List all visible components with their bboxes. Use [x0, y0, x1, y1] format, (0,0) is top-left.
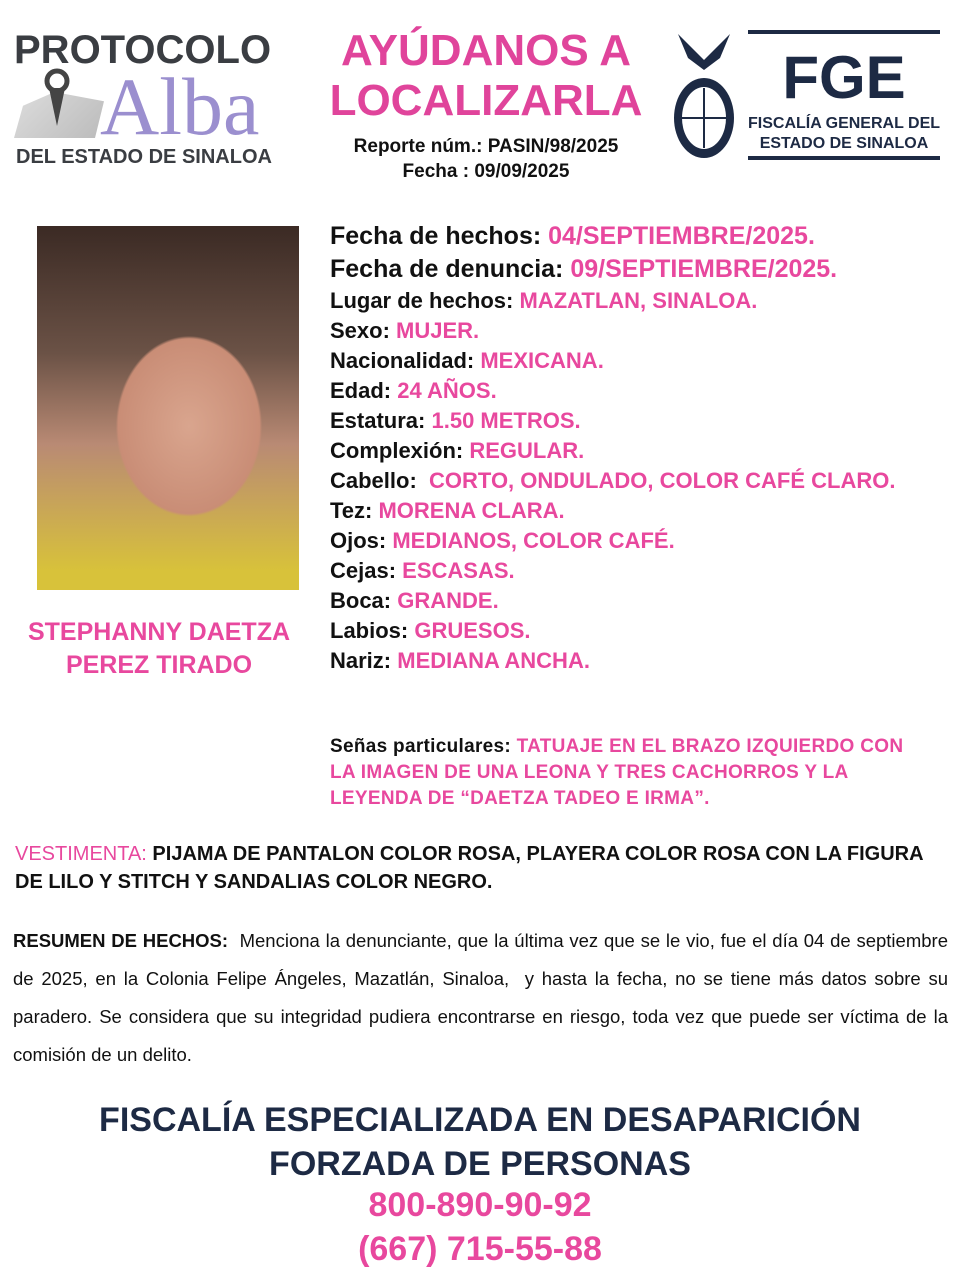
detail-label: Nariz:: [330, 648, 398, 673]
detail-value: CORTO, ONDULADO, COLOR CAFÉ CLARO.: [429, 468, 896, 493]
alba-logo-text: Alba: [100, 61, 260, 152]
detail-label: Edad:: [330, 378, 398, 403]
detail-row: [330, 616, 950, 646]
detail-value: GRANDE.: [397, 588, 499, 613]
fge-name: [748, 114, 940, 154]
detail-label: Cejas:: [330, 558, 403, 583]
clothing-label: VESTIMENTA:: [15, 843, 153, 865]
detail-label: Sexo:: [330, 318, 397, 343]
agency-footer: [0, 1098, 960, 1186]
detail-label: Boca:: [330, 588, 398, 613]
distinguishing-marks: [330, 734, 920, 812]
summary: [13, 922, 954, 1074]
detail-row: [330, 316, 950, 346]
detail-label: Ojos:: [330, 528, 393, 553]
detail-value: MUJER.: [396, 318, 480, 343]
detail-row: [330, 376, 950, 406]
detail-value: 24 AÑOS.: [397, 378, 497, 403]
detail-row: [330, 586, 950, 616]
name-line-2: PEREZ TIRADO: [65, 651, 253, 679]
detail-row: [330, 466, 950, 496]
detail-value: MORENA CLARA.: [378, 498, 565, 523]
detail-value: 1.50 METROS.: [431, 408, 581, 433]
detail-row: [330, 406, 950, 436]
fge-name-line-1: FISCALÍA GENERAL DEL: [748, 115, 941, 132]
detail-label: Cabello:: [330, 468, 430, 493]
detail-value: REGULAR.: [469, 438, 585, 463]
phone-number-1[interactable]: 800-890-90-92: [368, 1186, 592, 1224]
fge-name-line-2: ESTADO DE SINALOA: [759, 135, 929, 152]
detail-row: [330, 556, 950, 586]
title-line-2: LOCALIZARLA: [329, 76, 643, 125]
detail-row: [330, 496, 950, 526]
report-date: Fecha : 09/09/2025: [402, 161, 570, 182]
senas-label: Señas particulares:: [330, 736, 517, 757]
report-number: Reporte núm.: PASIN/98/2025: [353, 136, 619, 157]
detail-label: Complexión:: [330, 438, 470, 463]
report-info: [326, 134, 646, 184]
detail-label: Fecha de denuncia:: [330, 255, 571, 283]
fge-acronym: FGE: [782, 44, 906, 111]
agency-line-2: FORZADA DE PERSONAS: [269, 1145, 691, 1183]
poster-title: [326, 26, 646, 126]
logo-subtitle: DEL ESTADO DE SINALOA: [16, 146, 272, 168]
title-line-1: AYÚDANOS A: [340, 26, 632, 75]
sinaloa-seal-icon: [670, 30, 738, 160]
details-list: [330, 220, 950, 676]
detail-label: Fecha de hechos:: [330, 222, 549, 250]
clothing-value: PIJAMA DE PANTALON COLOR ROSA, PLAYERA COLOR ROSA CON LA FIGURA DE LILO Y STITCH Y SANDALIAS COLOR NEGRO.: [15, 843, 923, 893]
contact-phones: [0, 1183, 960, 1271]
detail-label: Nacionalidad:: [330, 348, 481, 373]
detail-value: MAZATLAN, SINALOA.: [519, 288, 758, 313]
detail-row: [330, 526, 950, 556]
clothing: [15, 840, 955, 896]
location-pin-icon: [44, 68, 70, 128]
detail-label: Labios:: [330, 618, 415, 643]
detail-row: [330, 646, 950, 676]
senas-value: TATUAJE EN EL BRAZO IZQUIERDO CON LA IMAGEN DE UNA LEONA Y TRES CACHORROS Y LA LEYENDA DE “DAETZA TADEO E IRMA”.: [330, 736, 904, 809]
detail-value: ESCASAS.: [402, 558, 515, 583]
detail-label: Tez:: [330, 498, 379, 523]
detail-row: [330, 346, 950, 376]
detail-value: MEXICANA.: [480, 348, 604, 373]
detail-label: Lugar de hechos:: [330, 288, 520, 313]
detail-row: [330, 253, 950, 286]
protocolo-logo-text: PROTOCOLO: [14, 28, 272, 72]
detail-value: MEDIANA ANCHA.: [397, 648, 590, 673]
detail-value: GRUESOS.: [414, 618, 531, 643]
detail-label: Estatura:: [330, 408, 432, 433]
name-line-1: STEPHANNY DAETZA: [27, 618, 291, 646]
detail-row: [330, 436, 950, 466]
missing-person-photo: [37, 226, 299, 590]
detail-row: [330, 220, 950, 253]
fge-logo: [748, 30, 940, 160]
detail-value: 09/SEPTIEMBRE/2025.: [570, 255, 838, 283]
person-name: [0, 616, 318, 682]
summary-label: RESUMEN DE HECHOS:: [13, 930, 229, 951]
detail-value: 04/SEPTIEMBRE/2025.: [548, 222, 815, 250]
phone-number-2[interactable]: (667) 715-55-88: [358, 1230, 602, 1268]
detail-row: [330, 286, 950, 316]
summary-text: Menciona la denunciante, que la última vez que se le vio, fue el día 04 de septiembre de 2025, en la Colonia Felipe Ángeles, Mazatlán, Sinaloa, y hasta la fecha, no se tiene más datos sobre su paradero. Se considera que su integridad pudiera encontrarse en riesgo, toda vez que puede ser víctima de la comisión de un delito.: [13, 930, 954, 1065]
detail-value: MEDIANOS, COLOR CAFÉ.: [392, 528, 675, 553]
agency-line-1: FISCALÍA ESPECIALIZADA EN DESAPARICIÓN: [99, 1101, 861, 1139]
